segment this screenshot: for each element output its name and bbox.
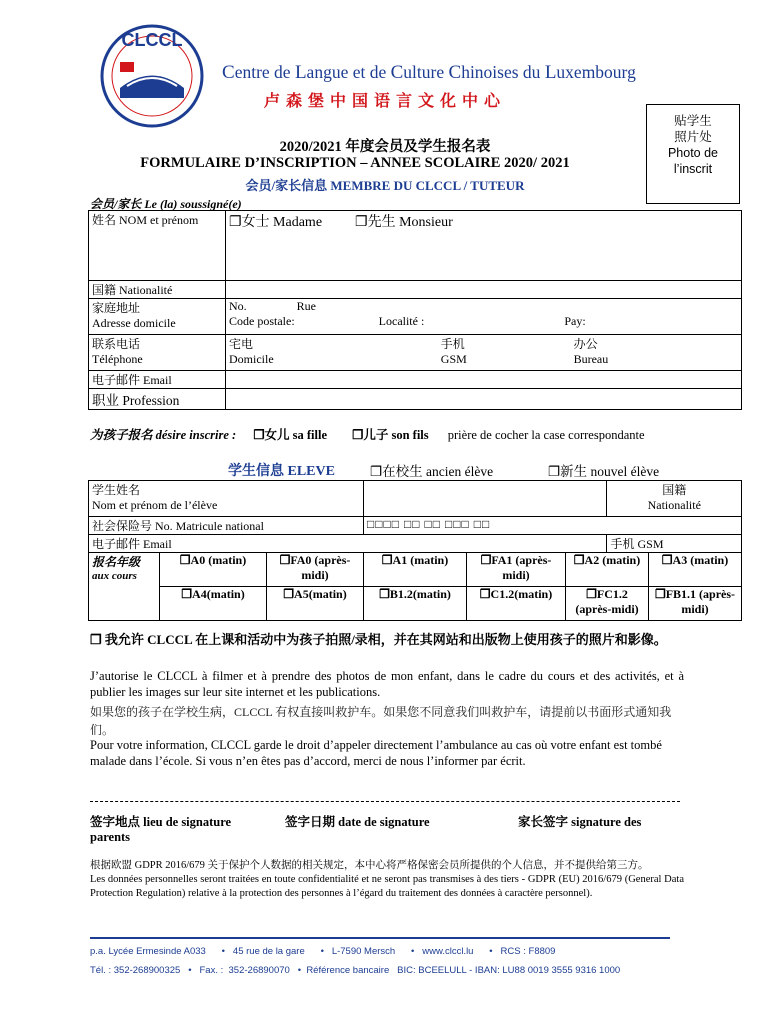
course-a0[interactable]: ❐A0 (matin): [160, 553, 267, 587]
student-email[interactable]: 电子邮件 Email: [89, 535, 607, 553]
student-nationality[interactable]: 国籍 Nationalité: [607, 481, 742, 517]
enroll-line: [90, 425, 645, 443]
footer-address: p.a. Lycée Ermesinde A033 • 45 rue de la gare • L-7590 Mersch • www.clccl.lu • RCS : F8809: [90, 946, 556, 957]
course-fa1[interactable]: ❐FA1 (après-midi): [467, 553, 566, 587]
nouvel-checkbox[interactable]: ❐新生 nouvel élève: [548, 464, 660, 479]
org-word: ulture: [403, 62, 449, 82]
profession-field[interactable]: [226, 389, 742, 410]
gsm-field[interactable]: 手机 GSM: [438, 335, 571, 371]
son-checkbox[interactable]: ❐儿子 son fils: [352, 428, 429, 442]
student-name-label: 学生姓名 Nom et prénom de l’élève: [89, 481, 364, 517]
signature-parents-cont: parents: [90, 830, 131, 844]
org-word: uxembourg: [556, 62, 636, 82]
org-initial: C: [390, 62, 404, 83]
matricule-boxes[interactable]: □□□□ □□ □□ □□□ □□: [364, 517, 742, 535]
madame-checkbox[interactable]: ❐女士 Madame: [229, 215, 323, 230]
student-gsm[interactable]: 手机 GSM: [607, 535, 742, 553]
ambulance-cn: 如果您的孩子在学校生病，CLCCL 有权直接叫救护车。如果您不同意我们叫救护车，请提前以书面形式通知我们。: [90, 705, 672, 737]
signature-place: 签字地点 lieu de signature: [90, 815, 232, 829]
consent-fr: J’autorise le CLCCL à filmer et à prendre des photos de mon enfant, dans le cadre du cours et des activités, et à publier les images sur leur site internet et les publications.: [90, 669, 684, 699]
svg-text:CLCCL: CLCCL: [121, 30, 183, 50]
course-fa0[interactable]: ❐FA0 (après-midi): [267, 553, 364, 587]
address-label: 家庭地址 Adresse domicile: [89, 299, 226, 335]
member-section-title: 会员/家长信息 MEMBRE DU CLCCL / TUTEUR: [245, 178, 525, 193]
level-label: 报名年级 aux cours: [89, 553, 160, 621]
home-phone-field[interactable]: 宅电 Domicile: [226, 335, 438, 371]
course-a3[interactable]: ❐A3 (matin): [649, 553, 742, 587]
email-label: 电子邮件 Email: [89, 371, 226, 389]
student-table: [88, 480, 742, 621]
name-field[interactable]: [226, 211, 742, 281]
nationality-field[interactable]: [226, 281, 742, 299]
org-word: angue et de: [306, 62, 391, 82]
footer-divider: [90, 937, 670, 939]
org-word: hinoises du: [461, 62, 545, 82]
matricule-label: 社会保险号 No. Matricule national: [89, 517, 364, 535]
signature-parents: 家长签字 signature des: [518, 815, 642, 829]
ancien-checkbox[interactable]: ❐在校生 ancien élève: [370, 464, 494, 479]
address-field[interactable]: No. Rue Code postale: Localité : Pay:: [226, 299, 742, 335]
student-heading: 学生信息 ELEVE: [228, 464, 335, 479]
member-table: [88, 210, 742, 410]
signature-divider: [90, 801, 680, 802]
student-name-field[interactable]: [364, 481, 607, 517]
signature-date: 签字日期 date de signature: [285, 815, 430, 829]
footer-bank: Tél. : 352-268900325 • Fax. : 352-26890070 • Référence bancaire BIC: BCEELULL - IBAN: LU88 0019 3555 9316 1000: [90, 965, 621, 976]
org-initial: C: [448, 62, 462, 83]
form-title-cn: 2020/2021 年度会员及学生报名表: [279, 139, 491, 155]
email-field[interactable]: [226, 371, 742, 389]
monsieur-checkbox[interactable]: ❐先生 Monsieur: [355, 215, 453, 230]
organization-name-cn: 卢森堡中国语言文化中心: [263, 93, 506, 110]
course-c12[interactable]: ❐C1.2(matin): [467, 587, 566, 621]
ambulance-fr: Pour votre information, CLCCL garde le droit d’appeler directement l’ambulance au cas où votre enfant est tombé malade dans l’école. Si vous n’en êtes pas d’accord, merci de nous l’informer par écrit.: [90, 738, 662, 768]
profession-label: 职业 Profession: [89, 389, 226, 410]
course-a1[interactable]: ❐A1 (matin): [364, 553, 467, 587]
soussigne-label: 会员/家长 Le (la) soussigné(e): [90, 197, 242, 211]
course-b12[interactable]: ❐B1.2(matin): [364, 587, 467, 621]
course-fb11[interactable]: ❐FB1.1 (après-midi): [649, 587, 742, 621]
enroll-hint: prière de cocher la case correspondante: [447, 428, 645, 442]
form-title-fr: FORMULAIRE D’INSCRIPTION – ANNEE SCOLAIRE 2020/ 2021: [140, 155, 570, 171]
name-label: 姓名 NOM et prénom: [89, 211, 226, 281]
daughter-checkbox[interactable]: ❐女儿 sa fille: [253, 428, 328, 442]
org-initial: L: [294, 62, 307, 83]
nationality-label: 国籍 Nationalité: [89, 281, 226, 299]
course-a5[interactable]: ❐A5(matin): [267, 587, 364, 621]
consent-cn[interactable]: ❐ 我允许 CLCCL 在上课和活动中为孩子拍照/录相，并在其网站和出版物上使用孩子的照片和影像。: [90, 632, 667, 647]
gdpr-cn: 根据欧盟 GDPR 2016/679 关于保护个人数据的相关规定，本中心将严格保密会员所提供的个人信息，并不提供给第三方。: [90, 860, 649, 871]
org-word: entre de: [234, 62, 295, 82]
enroll-label: 为孩子报名 désire inscrire :: [90, 428, 237, 442]
org-initial: L: [544, 62, 557, 83]
office-phone-field[interactable]: 办公 Bureau: [571, 335, 742, 371]
course-a2[interactable]: ❐A2 (matin): [566, 553, 649, 587]
phone-label: 联系电话 Téléphone: [89, 335, 226, 371]
clccl-logo: [92, 18, 212, 130]
course-a4[interactable]: ❐A4(matin): [160, 587, 267, 621]
organization-name-fr: [222, 62, 636, 84]
gdpr-fr: Les données personnelles seront traitées en toute confidentialité et ne seront pas transmises à des tiers - GDPR (EU) 2016/679 (General Data Protection Regulation) relative à la protection des personnes à l’égard du traitement des données à caractère personnel).: [90, 874, 684, 899]
course-fc12[interactable]: ❐FC1.2 (après-midi): [566, 587, 649, 621]
org-initial: C: [222, 62, 235, 83]
photo-box: 贴学生 照片处 Photo de l’inscrit: [646, 104, 740, 204]
